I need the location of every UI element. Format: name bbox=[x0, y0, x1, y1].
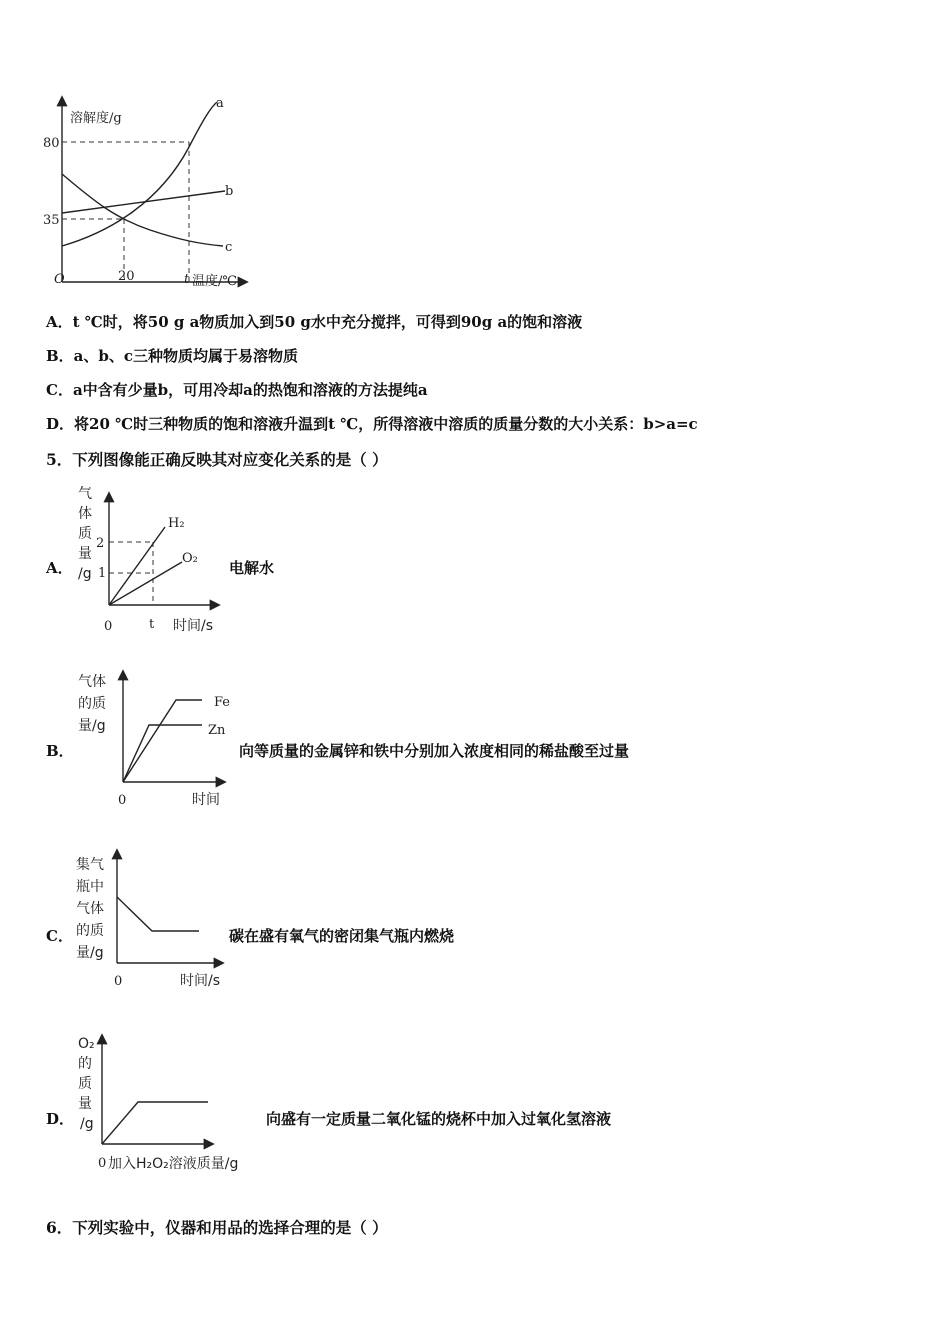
label-fe: Fe bbox=[214, 695, 231, 710]
line-fe bbox=[123, 700, 202, 782]
q5-option-d-desc[interactable]: 向盛有一定质量二氧化锰的烧杯中加入过氧化氢溶液 bbox=[266, 1110, 612, 1128]
origin: 0 bbox=[114, 974, 123, 989]
y-label-5: /g bbox=[78, 566, 92, 582]
q5-option-c-desc[interactable]: 碳在盛有氧气的密闭集气瓶内燃烧 bbox=[229, 927, 455, 945]
label-o2: O₂ bbox=[182, 551, 198, 566]
y-label-2: 瓶中 bbox=[76, 879, 104, 895]
line-zn bbox=[123, 725, 202, 782]
x-label: 时间/s bbox=[173, 618, 214, 634]
q4-option-a[interactable]: A．t ℃时，将50 g a物质加入到50 g水中充分搅拌，可得到90g a的饱和溶液 bbox=[46, 313, 583, 331]
q5-chart-d bbox=[72, 1028, 272, 1178]
line-gas bbox=[117, 897, 199, 931]
q5-option-a-desc[interactable]: 电解水 bbox=[229, 559, 275, 577]
y-tick-80: 80 bbox=[43, 136, 60, 151]
q5-stem: 5．下列图像能正确反映其对应变化关系的是（ ） bbox=[46, 450, 388, 469]
q5-chart-b bbox=[72, 664, 237, 814]
line-h2 bbox=[109, 527, 165, 605]
x-tick-20: 20 bbox=[118, 269, 135, 284]
label-h2: H₂ bbox=[168, 516, 185, 531]
label-zn: Zn bbox=[208, 723, 226, 738]
series-label-c: c bbox=[225, 240, 233, 255]
x-label: 时间/s bbox=[180, 973, 221, 989]
y-label-1: 集气 bbox=[76, 857, 104, 873]
line-o2 bbox=[109, 562, 182, 605]
origin-label: O bbox=[54, 272, 65, 287]
q5-chart-a bbox=[72, 478, 232, 638]
x-axis-label: 温度/℃ bbox=[192, 274, 237, 289]
q4-option-b[interactable]: B．a、b、c三种物质均属于易溶物质 bbox=[46, 347, 299, 365]
y-label-4: 量 bbox=[78, 1096, 92, 1112]
y-label-5: 量/g bbox=[76, 945, 104, 961]
q4-option-c[interactable]: C．a中含有少量b，可用冷却a的热饱和溶液的方法提纯a bbox=[46, 381, 428, 399]
origin: 0 bbox=[104, 619, 113, 634]
y-label-2: 体 bbox=[78, 506, 92, 522]
q5-option-b-desc[interactable]: 向等质量的金属锌和铁中分别加入浓度相同的稀盐酸至过量 bbox=[239, 742, 630, 760]
y-tick-35: 35 bbox=[43, 213, 60, 228]
y-label-3: 量/g bbox=[78, 718, 106, 734]
q5-option-a-letter[interactable]: A． bbox=[46, 559, 73, 577]
x-tick-t: t bbox=[149, 617, 155, 632]
q5-option-b-letter[interactable]: B． bbox=[46, 742, 74, 760]
y-label-1: 气体 bbox=[78, 674, 106, 690]
y-label-4: 的质 bbox=[76, 923, 104, 939]
y-label-2: 的 bbox=[78, 1056, 92, 1072]
q5-option-d-letter[interactable]: D． bbox=[46, 1110, 75, 1128]
origin: 0 bbox=[118, 793, 127, 808]
q6-stem: 6．下列实验中，仪器和用品的选择合理的是（ ） bbox=[46, 1218, 388, 1237]
x-label: 加入H₂O₂溶液质量/g bbox=[108, 1156, 239, 1172]
y-label-4: 量 bbox=[78, 546, 92, 562]
y-label-5: /g bbox=[80, 1116, 94, 1132]
origin: 0 bbox=[98, 1156, 107, 1171]
y-label-3: 气体 bbox=[76, 901, 104, 917]
q5-chart-c bbox=[72, 845, 232, 995]
x-label: 时间 bbox=[192, 792, 220, 808]
y-tick-1: 1 bbox=[98, 566, 107, 581]
q5-option-c-letter[interactable]: C． bbox=[46, 927, 73, 945]
y-axis-label: 溶解度/g bbox=[70, 111, 122, 126]
y-label-1: 气 bbox=[78, 486, 92, 502]
y-tick-2: 2 bbox=[96, 536, 105, 551]
y-label-3: 质 bbox=[78, 526, 92, 542]
series-label-a: a bbox=[216, 96, 224, 111]
solubility-chart bbox=[40, 92, 260, 297]
y-label-2: 的质 bbox=[78, 696, 106, 712]
y-label-1: O₂ bbox=[78, 1036, 95, 1052]
x-tick-t: t bbox=[184, 272, 190, 287]
y-label-3: 质 bbox=[78, 1076, 92, 1092]
series-label-b: b bbox=[225, 184, 234, 199]
q4-option-d[interactable]: D．将20 ℃时三种物质的饱和溶液升温到t ℃，所得溶液中溶质的质量分数的大小关系：b>a=c bbox=[46, 415, 698, 433]
line-o2 bbox=[102, 1102, 208, 1144]
